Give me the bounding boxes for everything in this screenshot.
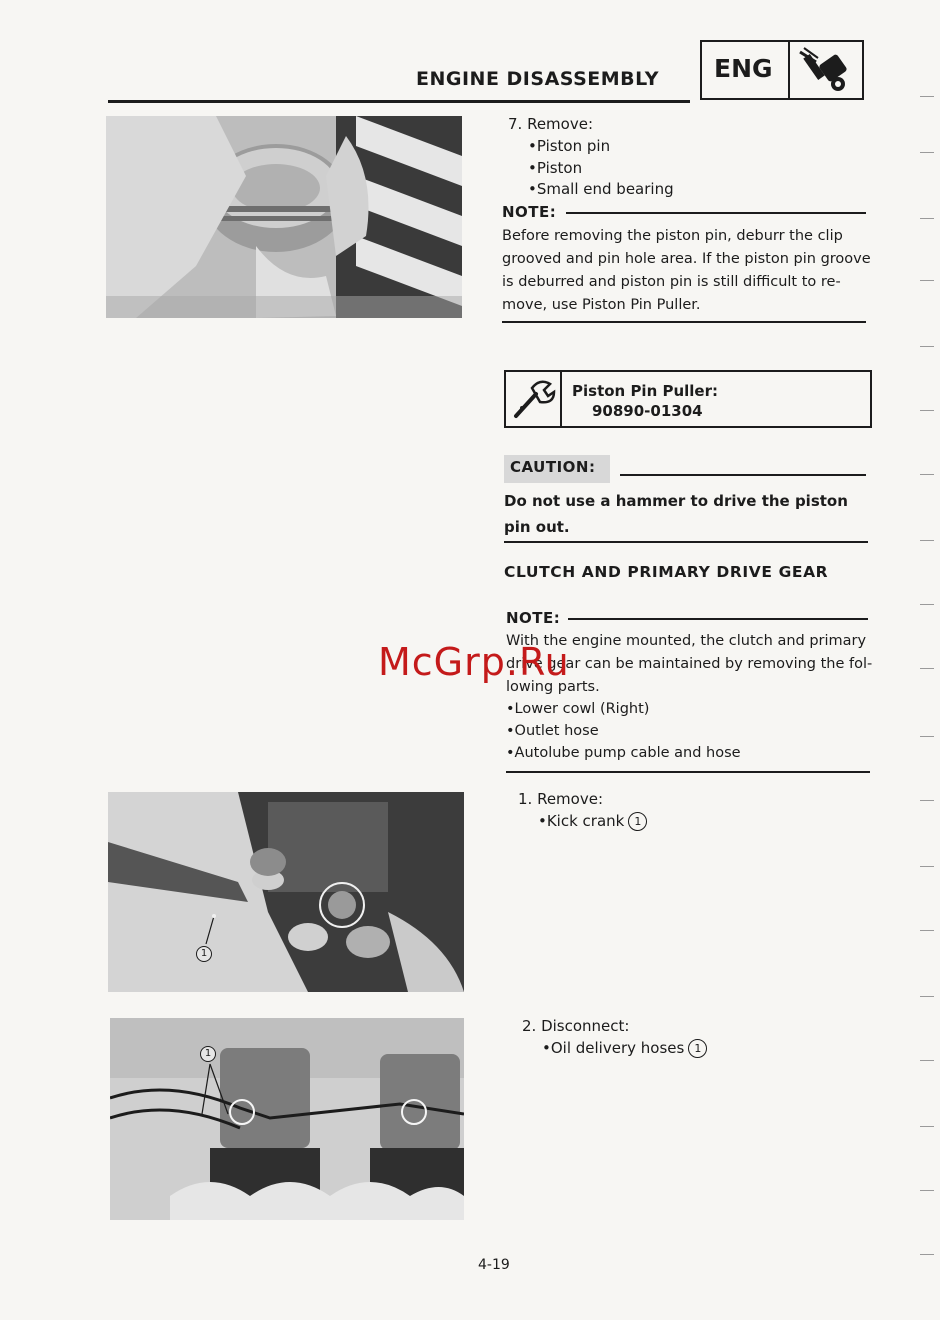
photo-oil-hoses	[110, 1018, 464, 1220]
step1-item	[538, 810, 647, 832]
note1-line: is deburred and piston pin is still difficult to re-	[502, 274, 841, 290]
page-title: ENGINE DISASSEMBLY	[416, 68, 660, 90]
page-number: 4-19	[478, 1257, 510, 1273]
step1-item-text: •Kick crank	[538, 812, 625, 830]
clutch-note-line: drive gear can be maintained by removing the fol-	[506, 656, 873, 672]
engine-piston-icon	[792, 44, 860, 96]
step7-label: 7. Remove:	[508, 115, 594, 133]
clutch-note-item: •Autolube pump cable and hose	[506, 745, 741, 761]
callout-marker: 1	[628, 812, 647, 831]
margin-tick	[920, 346, 934, 347]
callout-marker: 1	[200, 1046, 216, 1062]
section-heading: CLUTCH AND PRIMARY DRIVE GEAR	[504, 563, 829, 581]
margin-tick	[920, 152, 934, 153]
margin-tick	[920, 736, 934, 737]
header-rule	[108, 100, 690, 103]
section-tag: ENG	[714, 54, 773, 83]
margin-tick	[920, 930, 934, 931]
callout-marker: 1	[196, 946, 212, 962]
clutch-note-line: With the engine mounted, the clutch and primary	[506, 633, 867, 649]
tool-box-divider	[560, 372, 562, 426]
margin-tick	[920, 474, 934, 475]
margin-tick	[920, 540, 934, 541]
margin-tick	[920, 604, 934, 605]
margin-tick	[920, 1126, 934, 1127]
clutch-note-item: •Outlet hose	[506, 723, 599, 739]
photo-piston-removal	[106, 116, 462, 318]
watermark: McGrp.Ru	[378, 640, 570, 684]
margin-tick	[920, 866, 934, 867]
step7-item: •Piston	[528, 159, 583, 177]
caution-label: CAUTION:	[510, 458, 596, 476]
margin-tick	[920, 800, 934, 801]
tool-part-number: 90890-01304	[592, 402, 703, 420]
wrench-tool-icon	[510, 376, 556, 422]
section-tab	[700, 40, 864, 100]
note-rule	[566, 212, 866, 214]
margin-tick	[920, 996, 934, 997]
margin-tick	[920, 410, 934, 411]
section-tab-divider	[788, 42, 790, 98]
step2-item	[542, 1037, 707, 1059]
note-label: NOTE:	[502, 203, 557, 221]
note-label: NOTE:	[506, 609, 561, 627]
photo-kick-crank	[108, 792, 464, 992]
step2-label: 2. Disconnect:	[522, 1017, 630, 1035]
step1-label: 1. Remove:	[518, 790, 604, 808]
step2-item-text: •Oil delivery hoses	[542, 1039, 685, 1057]
note1-line: grooved and pin hole area. If the piston pin groove	[502, 251, 871, 267]
margin-tick	[920, 1190, 934, 1191]
note-end-rule	[506, 771, 870, 773]
margin-tick	[920, 218, 934, 219]
note1-line: Before removing the piston pin, deburr the clip	[502, 228, 843, 244]
tool-name: Piston Pin Puller:	[572, 382, 719, 400]
caution-end-rule	[504, 541, 868, 543]
clutch-note-line: lowing parts.	[506, 679, 600, 695]
margin-tick	[920, 96, 934, 97]
ghost-header-bleed	[68, 52, 408, 102]
step7-item: •Piston pin	[528, 137, 611, 155]
caution-rule	[620, 474, 866, 476]
margin-tick	[920, 1254, 934, 1255]
note-end-rule	[502, 321, 866, 323]
margin-tick	[920, 280, 934, 281]
callout-marker: 1	[688, 1039, 707, 1058]
note-rule	[568, 618, 868, 620]
margin-tick	[920, 668, 934, 669]
clutch-note-item: •Lower cowl (Right)	[506, 701, 650, 717]
caution-text: Do not use a hammer to drive the piston pin out.	[504, 492, 848, 536]
note1-line: move, use Piston Pin Puller.	[502, 297, 701, 313]
special-tool-box	[504, 370, 872, 428]
step7-item: •Small end bearing	[528, 180, 674, 198]
margin-tick	[920, 1060, 934, 1061]
